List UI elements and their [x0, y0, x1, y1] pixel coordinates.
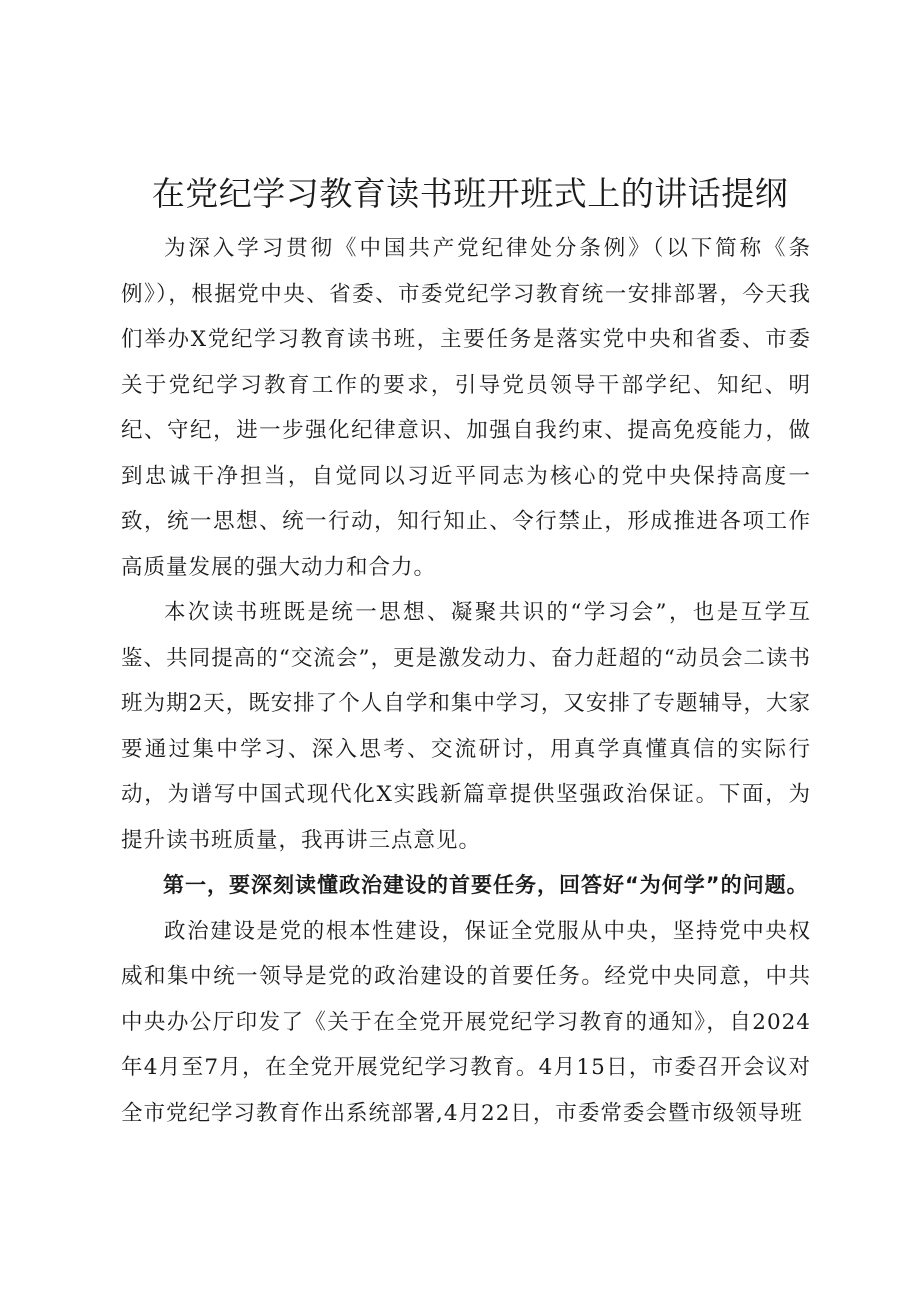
- intro-paragraph: 为深入学习贯彻《中国共产党纪律处分条例》（以下简称《条例》），根据党中央、省委、市委党纪学习教育统一安排部署，今天我们举办X党纪学习教育读书班，主要任务是落实党中央和省委、市委关于党纪学习教育工作的要求，引导党员领导干部学纪、知纪、明纪、守纪，进一步强化纪律意识、加强自我约束、提高免疫能力，做到忠诚干净担当，自觉同以习近平同志为核心的党中央保持高度一致，统一思想、统一行动，知行知止、令行禁止，形成推进各项工作高质量发展的强大动力和合力。: [121, 236, 811, 580]
- document-title: 在党纪学习教育读书班开班式上的讲话提纲: [151, 174, 789, 213]
- reading-class-paragraph: 本次读书班既是统一思想、凝聚共识的“学习会”，也是互学互鉴、共同提高的“交流会”，更是激发动力、奋力赶超的“动员会二读书班为期2天，既安排了个人自学和集中学习，又安排了专题辅导，大家要通过集中学习、深入思考、交流研讨，用真学真懂真信的实际行动，为谱写中国式现代化X实践新篇章提供坚强政治保证。下面，为提升读书班质量，我再讲三点意见。: [121, 600, 811, 853]
- political-construction-paragraph: 政治建设是党的根本性建设，保证全党服从中央，坚持党中央权威和集中统一领导是党的政治建设的首要任务。经党中央同意，中共中央办公厅印发了《关于在全党开展党纪学习教育的通知》，自2024年4月至7月，在全党开展党纪学习教育。4月15日，市委召开会议对全市党纪学习教育作出系统部署,4月22日，市委常委会暨市级领导班: [121, 918, 811, 1126]
- section-heading-first: 第一，要深刻读懂政治建设的首要任务，回答好“为何学”的问题。: [163, 873, 809, 897]
- document-body: [121, 226, 811, 1136]
